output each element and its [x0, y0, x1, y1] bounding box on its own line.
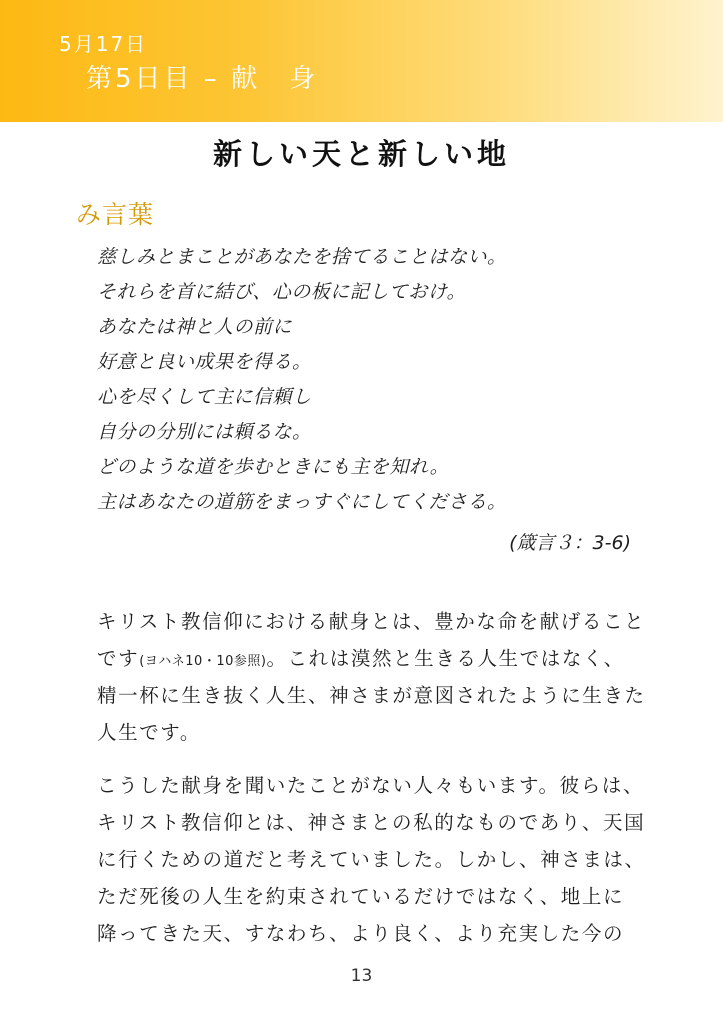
- paragraph-line: [97, 640, 646, 677]
- paragraph-line: キリスト教信仰とは、神さまとの私的なものであり、天国: [97, 811, 646, 834]
- body-paragraph-2: [97, 767, 646, 952]
- paragraph-line: 精一杯に生き抜く人生、神さまが意図されたように生きた: [97, 684, 646, 707]
- header-band: [0, 0, 723, 122]
- verse-line: 慈しみとまことがあなたを捨てることはない。: [97, 246, 507, 268]
- verse-line: あなたは神と人の前に: [97, 316, 293, 338]
- scripture-heading: み言葉: [76, 200, 155, 229]
- page-title: 新しい天と新しい地: [212, 137, 510, 171]
- verse-line: 好意と良い成果を得る。: [97, 351, 312, 373]
- verse-line: 自分の分別には頼るな。: [97, 421, 312, 443]
- verse-line: 心を尽くして主に信頼し: [97, 386, 312, 408]
- verse-line: どのような道を歩むときにも主を知れ。: [97, 456, 450, 478]
- paragraph-line: ただ死後の人生を約束されているだけではなく、地上に: [97, 885, 625, 908]
- paragraph-line: こうした献身を聞いたことがない人々もいます。彼らは、: [97, 774, 645, 797]
- body-paragraph-1: [97, 603, 646, 751]
- header-title: 第5日目 – 献 身: [86, 64, 319, 94]
- verse-line: 主はあなたの道筋をまっすぐにしてくださる。: [97, 491, 507, 513]
- verse-line: それらを首に結び、心の板に記しておけ。: [97, 281, 466, 303]
- paragraph-text: です: [97, 647, 140, 670]
- cross-reference: (ヨハネ10・10参照): [139, 654, 267, 669]
- scripture-reference: (箴言３：3-6): [509, 532, 631, 554]
- paragraph-line: 降ってきた天、すなわち、より良く、より充実した今の: [97, 922, 625, 945]
- header-date: 5月17日: [59, 32, 148, 56]
- paragraph-line: に行くための道だと考えていました。しかし、神さまは、: [97, 848, 646, 871]
- scripture-verse: [97, 240, 507, 520]
- paragraph-text: 。これは漠然と生きる人生ではなく、: [266, 647, 625, 670]
- paragraph-line: 人生です。: [97, 721, 201, 744]
- paragraph-line: キリスト教信仰における献身とは、豊かな命を献げること: [97, 610, 646, 633]
- page-number: 13: [350, 966, 373, 986]
